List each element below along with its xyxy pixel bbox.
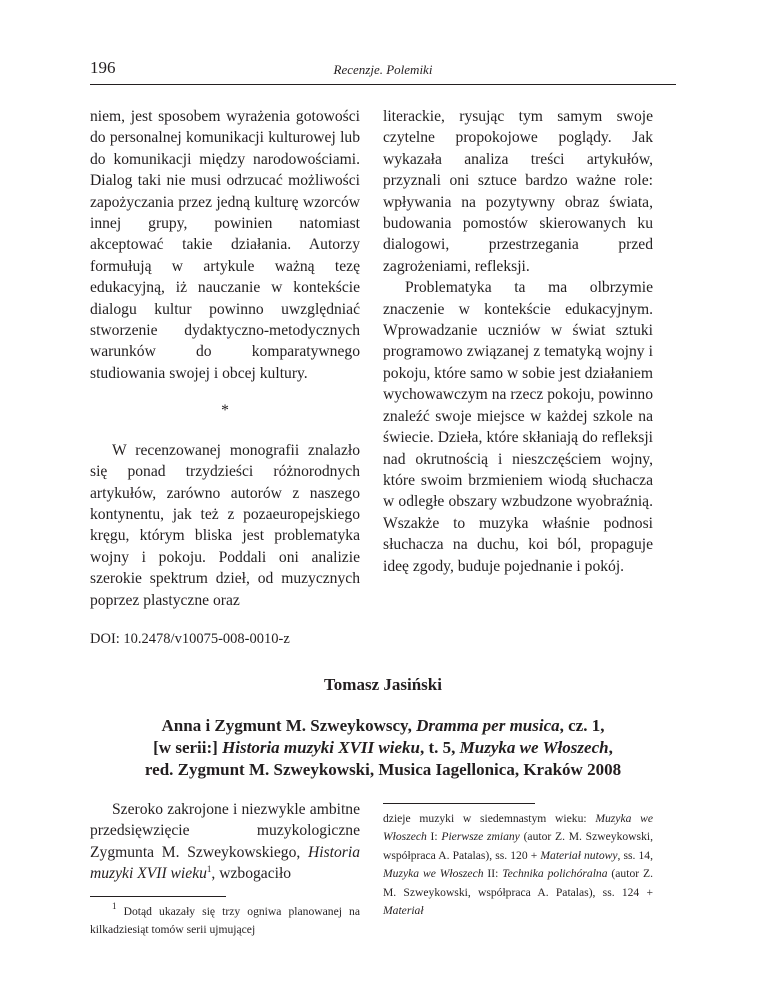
left-column-top: [90, 106, 360, 611]
footnote-text: , ss. 14,: [617, 848, 653, 862]
footnote-reference[interactable]: 1: [206, 864, 212, 875]
body-text: Szeroko zakrojone i niezwykle ambitne przedsięwzięcie muzykologiczne Zygmunta M. Szweykowskiego,: [90, 801, 360, 861]
right-column-bottom: [383, 803, 653, 920]
doi-line: DOI: 10.2478/v10075-008-0010-z: [90, 631, 290, 647]
title-italic: Historia muzyki XVII wieku: [222, 738, 420, 757]
footnote-text: dzieje muzyki w siedemnastym wieku:: [383, 812, 596, 825]
title-text: red. Zygmunt M. Szweykowski, Musica Iagellonica, Kraków 2008: [144, 760, 622, 779]
footnote-italic: Muzyka we Włoszech: [383, 867, 484, 881]
body-paragraph: [90, 799, 360, 885]
body-paragraph: literackie, rysując tym samym swoje czytelne propokojowe poglądy. Jak wykazała analiza treści artykułów, przyznali oni sztuce bardzo ważne role: wpływania na pozytywny obraz świata, budowania pomostów skierowanych ku dialogowi, przestrzegania przed zagrożeniami, refleksji.: [383, 108, 653, 275]
footnote-continuation: [383, 810, 653, 920]
footnote-number: 1: [112, 900, 117, 911]
body-paragraph: Problematyka ta ma olbrzymie znaczenie w kontekście edukacyjnym. Wprowadzanie uczniów w świat sztuki programowo związanej z tematyką wojny i pokoju, które samo w sobie jest działaniem wychowawczym na rzecz pokoju, powinno znaleźć swoje miejsce w każdej szkole na świecie. Dzieła, które skłaniają do refleksji nad okrutnością i nieszczęściem wojny, które swoim brzmieniem wiodą słuchacza w odległe obszary wzbudzone wyobraźnią. Wszakże to muzyka właśnie podnosi słuchacza na duchu, koi ból, propaguje ideę zgody, buduje pojednanie i pokój.: [383, 279, 653, 575]
footnote-italic: Muzyka we Włoszech: [383, 812, 654, 844]
title-text: ,: [608, 738, 613, 757]
body-paragraph: W recenzowanej monografii znalazło się ponad trzydzieści różnorodnych artykułów, zarówno autorów z naszego kontynentu, jak też z pozaeuropejskiego kręgu, którym bliska jest problematyka wojny i pokoju. Poddali oni analizie szerokie spektrum dzieł, od muzycznych poprzez plastyczne oraz: [90, 441, 360, 609]
body-text: , wzbogaciło: [211, 865, 292, 883]
title-text: [w serii:]: [153, 738, 223, 757]
title-italic: Dramma per musica: [416, 716, 560, 735]
right-column-top: [383, 106, 653, 577]
footnote-text: I:: [426, 830, 442, 844]
footnote-text: Dotąd ukazały się trzy ogniwa planowanej na kilkadziesiąt tomów serii ujmującej: [90, 904, 360, 937]
footnote-italic: Pierwsze zmiany: [441, 830, 520, 844]
review-title: [90, 715, 676, 781]
footnote-rule: [90, 896, 226, 897]
left-column-bottom: [90, 799, 360, 939]
body-italic: Historia muzyki XVII wieku: [90, 843, 360, 883]
footnote: [90, 900, 360, 940]
running-head: Recenzje. Polemiki: [333, 62, 433, 77]
title-italic: Muzyka we Włoszech: [459, 738, 609, 757]
footnote-rule: [383, 803, 535, 804]
footnote-text: II:: [483, 867, 503, 881]
footnote-italic: Technika polichóralna: [502, 867, 608, 881]
title-text: , cz. 1,: [559, 716, 605, 735]
body-paragraph: niem, jest sposobem wyrażenia gotowości do personalnej komunikacji kulturowej lub do komunikacji między narodowościami. Dialog taki nie musi odrzucać możliwości zapożyczania przez jedną kulturę wzorców innej grupy, powinien natomiast akceptować takie działania. Autorzy formułują w artykule ważną tezę edukacyjną, iż nauczanie w kontekście dialogu kultur powinno uwzględniać stworzenie dydaktyczno-metodycznych warunków do komparatywnego studiowania swojej i obcej kultury.: [90, 108, 360, 382]
header-rule: [90, 84, 676, 85]
footnote-italic: Materiał nutowy: [540, 848, 618, 862]
title-text: Anna i Zygmunt M. Szweykowscy,: [161, 716, 417, 735]
title-text: , t. 5,: [419, 738, 460, 757]
footnote-text: (autor Z. M. Szweykowski, współpraca A. Patalas), ss. 124 +: [383, 867, 653, 899]
footnote-text: (autor Z. M. Szweykowski, współpraca A. Patalas), ss. 120 +: [383, 830, 653, 862]
review-author: Tomasz Jasiński: [324, 675, 442, 694]
footnote-italic: Materiał: [383, 904, 424, 918]
page-number: 196: [90, 58, 116, 77]
section-separator: *: [221, 402, 229, 420]
page-header: [90, 58, 676, 84]
